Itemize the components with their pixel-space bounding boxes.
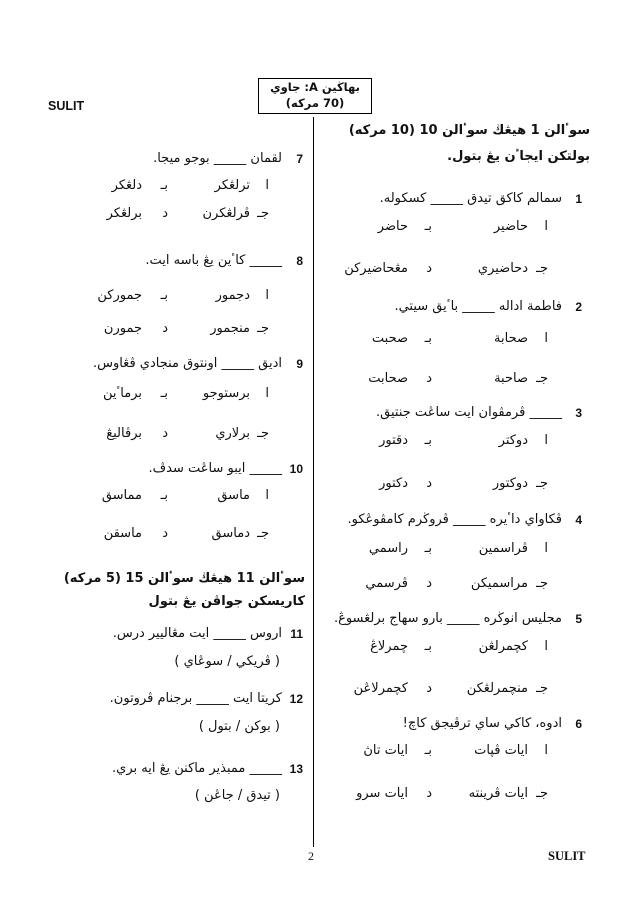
option-label: بـ [160,178,168,193]
part-2-title: سوٴالن 11 هيڠڬ سوٴالن 15 (5 مركه) [63,571,305,586]
part-1-title: سوٴالن 1 هيڠڬ سوٴالن 10 (10 مركه) [348,123,590,138]
question-number: 8 [296,254,303,268]
option-label: جـ [536,476,548,491]
option-label: د [162,206,168,221]
question-text: فاطمة اداله _____ باٴيق سيتي. [394,299,562,314]
question-text: اروس _____ ايت مڠاليير درس. [112,626,282,641]
question-text: سمالم كاكق تيدق _____ كسكوله. [379,191,562,206]
option-label: ا [544,639,548,654]
option-text: جمورن [103,321,142,336]
option-label: جـ [536,576,548,591]
option-text: چمرلاڠ [370,639,408,654]
option-text: راسمي [368,541,408,556]
section-heading-box [258,78,372,114]
option-text: جموركن [97,288,142,303]
option-label: د [162,321,168,336]
question-text: لقمان _____ بوجو ميجا. [153,151,282,166]
section-marks: (70 مركه) [285,96,345,110]
option-label: د [162,526,168,541]
question-number: 11 [290,627,303,641]
option-text: مراسميكن [470,576,528,591]
option-label: د [426,786,432,801]
option-text: ايات ڤرينته [468,786,528,801]
question-text: _____ ممبذير ماكنن يڠ ايه بري. [112,761,282,776]
option-text: دوكتر [498,433,528,448]
option-text: ترلڠكر [214,178,250,193]
option-text: دقتور [379,433,408,448]
option-label: بـ [424,331,432,346]
option-label: د [426,476,432,491]
question-number: 9 [296,357,303,371]
option-text: دماسق [211,526,250,541]
option-label: بـ [424,639,432,654]
option-text: منجمور [210,321,250,336]
option-label: جـ [257,526,269,541]
option-label: ا [265,178,269,193]
option-text: دكتور [379,476,408,491]
question-text: مجليس انوڬره _____ بارو سهاج برلڠسوڠ. [333,611,562,626]
option-text: مڠحاضيركن [344,261,408,276]
option-text: برلاري [215,426,250,441]
question-text: _____ كاٴين يڠ باسه ايت. [145,253,282,268]
option-text: مماسق [101,488,142,503]
option-text: حاضير [493,219,528,234]
option-label: بـ [424,743,432,758]
option-label: جـ [257,426,269,441]
answer-choices: ( بوكن / بتول ) [198,719,280,734]
option-label: جـ [536,681,548,696]
option-label: د [426,371,432,386]
option-text: برماٴين [102,386,142,401]
option-label: بـ [160,488,168,503]
option-label: د [426,681,432,696]
option-text: ماسق [217,488,250,503]
option-text: كچمرلاڠن [353,681,408,696]
option-text: ايات ڤڽات [474,743,528,758]
option-text: برلڠكر [106,206,142,221]
question-number: 3 [575,406,582,420]
option-text: ڤرسمي [365,576,408,591]
option-text: حاضر [377,219,408,234]
answer-choices: ( ڤريكي / سوڠاي ) [174,654,280,669]
part-1-instruction: بولتكن ايجاٴن يڠ بتول. [447,149,590,164]
option-label: ا [544,433,548,448]
option-label: جـ [257,321,269,336]
section-title: بهاڬين A: جاوي [270,80,360,94]
option-label: بـ [424,219,432,234]
option-label: ا [544,743,548,758]
option-label: ا [265,288,269,303]
option-text: دحاضيري [477,261,528,276]
option-text: برڤاليڠ [106,426,142,441]
option-label: جـ [536,371,548,386]
question-number: 4 [575,513,582,527]
column-divider [313,117,314,847]
option-label: د [426,576,432,591]
question-number: 12 [289,692,303,706]
question-number: 10 [289,462,303,476]
option-label: بـ [160,288,168,303]
question-number: 13 [289,762,303,776]
option-text: دجمور [215,288,250,303]
question-number: 5 [575,612,582,626]
confidentiality-label-top: SULIT [48,99,85,113]
page-number: 2 [308,849,314,863]
option-text: ايات سرو [356,786,408,801]
option-text: صحابت [368,371,408,386]
option-text: دوكتور [492,476,528,491]
option-label: بـ [424,541,432,556]
part-2-instruction: كاريسكن جواڤن يڠ بتول [148,594,305,609]
option-label: ا [544,219,548,234]
option-text: ايات تاڽ [363,743,408,758]
option-label: ا [265,386,269,401]
option-text: ڤراسمين [478,541,528,556]
option-text: كچمرلڠن [478,639,528,654]
question-number: 1 [575,192,582,206]
answer-choices: ( تيدق / جاڠن ) [194,788,280,803]
option-label: جـ [536,261,548,276]
question-text: ادوه، كاكي ساي ترڤيجق كاچ! [402,716,562,731]
option-text: صحابة [494,331,528,346]
option-label: ا [265,488,269,503]
option-label: ا [544,331,548,346]
option-label: جـ [536,786,548,801]
option-text: ڤرلڠكرن [202,206,250,221]
confidentiality-label-bottom: SULIT [548,849,586,863]
option-label: ا [544,541,548,556]
question-text: اديق _____ اونتوق منجادي ڤڠاوس. [92,356,282,371]
option-text: صاحبة [494,371,528,386]
option-text: ماسقن [103,526,142,541]
option-label: بـ [160,386,168,401]
option-label: د [162,426,168,441]
question-text: _____ ڤرمڤوان ايت ساڠت جنتيق. [376,405,562,420]
option-text: منچمرلڠكن [466,681,528,696]
option-text: صحبت [371,331,408,346]
question-text: ڤكاواي داٴيره _____ ڤروڬرم كامڤوڠكو. [347,512,562,527]
question-text: كريتا ايت _____ برجنام ڤروتون. [109,691,282,706]
question-number: 2 [575,300,582,314]
question-number: 6 [575,717,582,731]
option-label: جـ [257,206,269,221]
option-label: د [426,261,432,276]
option-label: بـ [424,433,432,448]
option-text: دلڠكر [111,178,142,193]
question-text: _____ ايبو ساڠت سدڤ. [148,461,282,476]
question-number: 7 [296,152,303,166]
option-text: برستوجو [202,386,250,401]
